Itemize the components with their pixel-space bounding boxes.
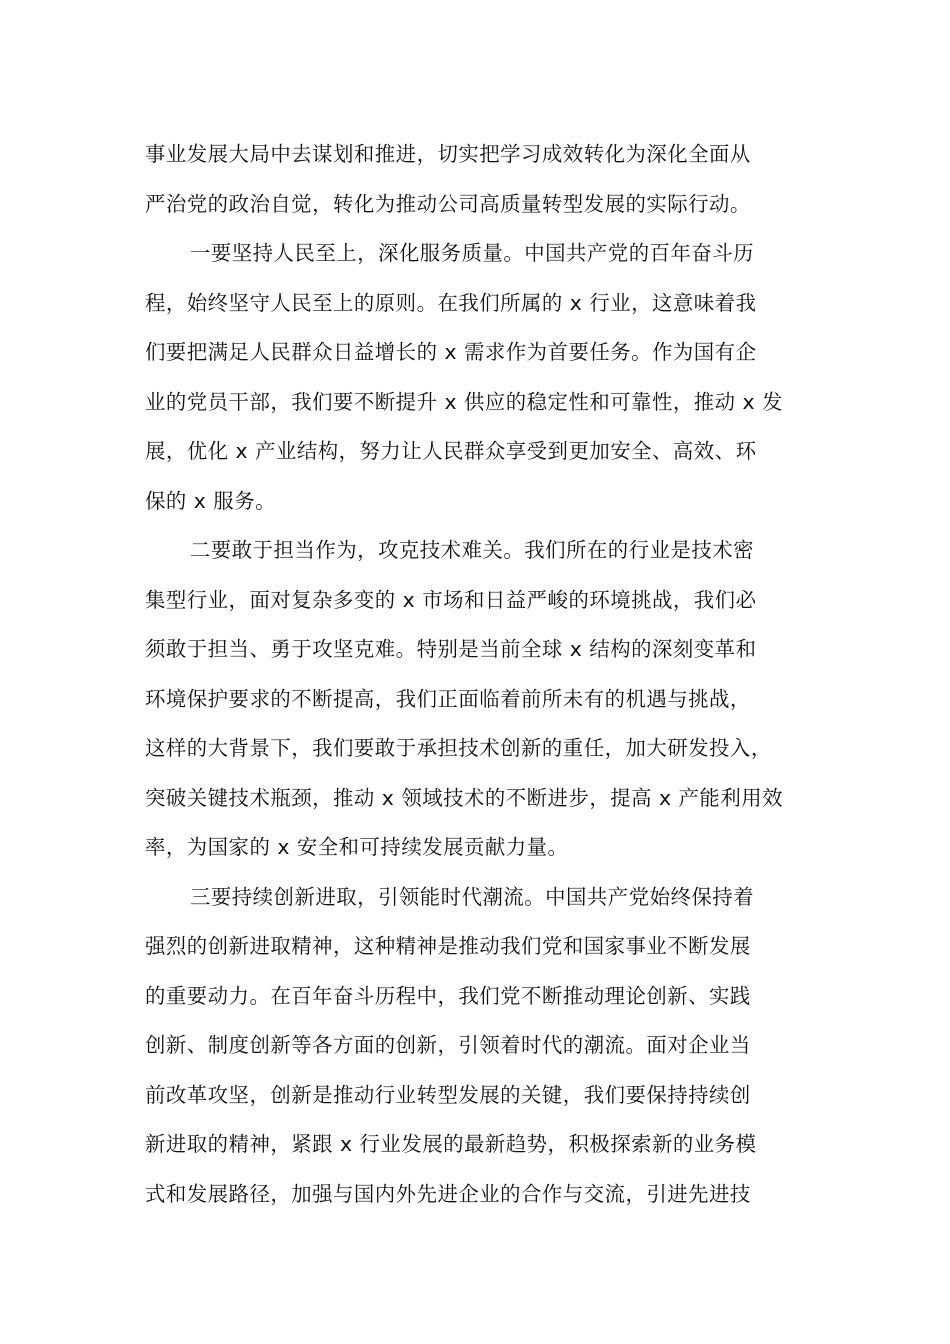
text-line: 程，始终坚守人民至上的原则。在我们所属的 x 行业，这意味着我 [145,290,757,315]
text-line: 三要持续创新进取，引领能时代潮流。中国共产党始终保持着 [190,884,755,909]
text-line: 这样的大背景下，我们要敢于承担技术创新的重任，加大研发投入， [145,736,772,760]
text-line: 须敢于担当、勇于攻坚克难。特别是当前全球 x 结构的深刻变革和 [145,637,757,661]
paragraph-technology [145,526,820,873]
text-line: 事业发展大局中去谋划和推进，切实把学习成效转化为深化全面从 [145,142,751,166]
text-line: 式和发展路径，加强与国内外先进企业的合作与交流，引进先进技 [145,1181,751,1206]
text-line: 前改革攻坚，创新是推动行业转型发展的关键，我们要保持持续创 [145,1082,751,1107]
text-line: 们要把满足人民群众日益增长的 x 需求作为首要任务。作为国有企 [145,340,757,364]
text-line: 业的党员干部，我们要不断提升 x 供应的稳定性和可靠性，推动 x 发 [145,389,783,414]
paragraph-people-first [145,229,820,526]
paragraph-continuation [145,130,820,229]
text-line: 突破关键技术瓶颈，推动 x 领域技术的不断进步，提高 x 产能利用效 [145,785,783,810]
text-line: 环境保护要求的不断提高，我们正面临着前所未有的机遇与挑战， [145,686,751,711]
text-line: 率，为国家的 x 安全和可持续发展贡献力量。 [145,835,569,859]
text-line: 强烈的创新进取精神，这种精神是推动我们党和国家事业不断发展 [145,934,751,958]
body-text [145,130,820,1219]
text-line: 严治党的政治自觉，转化为推动公司高质量转型发展的实际行动。 [145,191,751,216]
text-line: 创新、制度创新等各方面的创新，引领着时代的潮流。面对企业当 [145,1033,751,1057]
text-line: 集型行业，面对复杂多变的 x 市场和日益严峻的环境挑战，我们必 [145,587,757,612]
text-line: 展，优化 x 产业结构，努力让人民群众享受到更加安全、高效、环 [145,439,757,463]
text-line: 一要坚持人民至上，深化服务质量。中国共产党的百年奋斗历 [190,241,755,265]
text-line: 的重要动力。在百年奋斗历程中，我们党不断推动理论创新、实践 [145,983,751,1008]
text-line: 新进取的精神，紧跟 x 行业发展的最新趋势，积极探索新的业务模 [145,1132,757,1156]
text-line: 保的 x 服务。 [145,488,276,513]
paragraph-innovation [145,873,820,1220]
text-line: 二要敢于担当作为，攻克技术难关。我们所在的行业是技术密 [190,538,755,562]
